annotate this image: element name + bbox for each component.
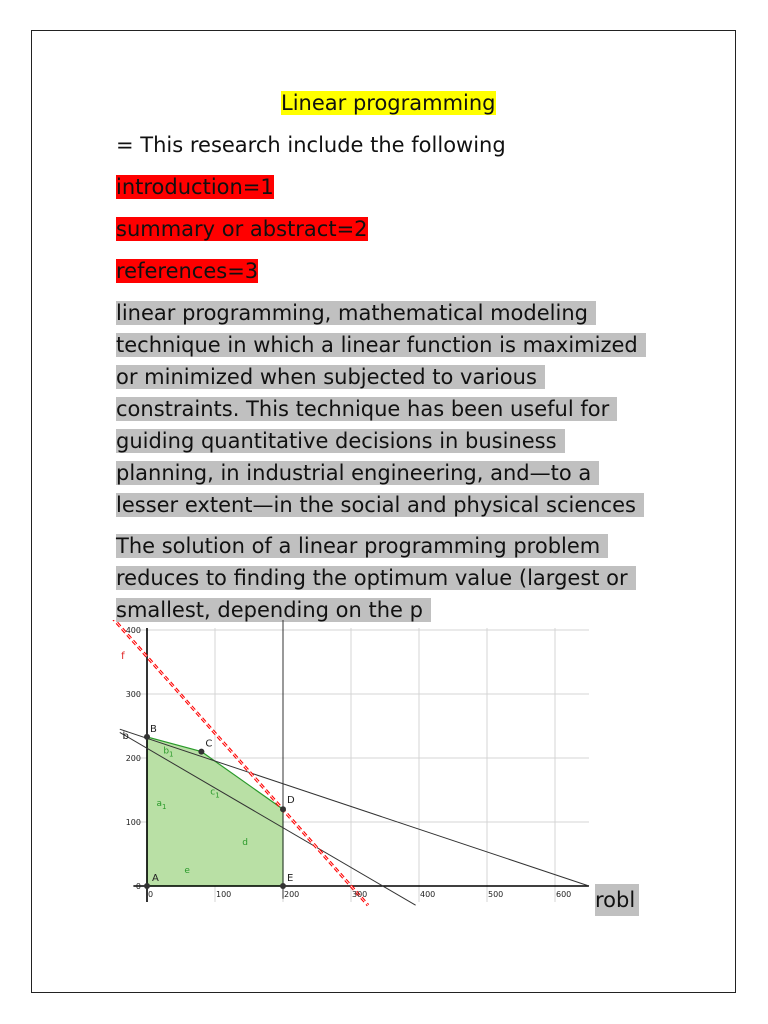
paragraph-line: technique in which a linear function is maximized xyxy=(116,329,646,361)
item-summary: summary or abstract=2 xyxy=(116,217,368,241)
x-tick-label: 500 xyxy=(488,890,504,899)
constraint-label: b xyxy=(122,730,129,742)
paragraph-line: linear programming, mathematical modeling xyxy=(116,297,646,329)
region-label: $b_1$ xyxy=(163,746,174,759)
x-tick-label: 400 xyxy=(420,890,436,899)
y-tick-label: 0 xyxy=(135,882,141,891)
vertex-label: C xyxy=(205,738,213,750)
region-label: d xyxy=(242,838,248,849)
region-label: $a_1$ xyxy=(156,799,167,811)
objective-label: f xyxy=(121,650,125,662)
paragraph-line: guiding quantitative decisions in business xyxy=(116,425,646,457)
paragraph-solution xyxy=(116,530,636,626)
x-tick-label: 600 xyxy=(556,890,572,899)
x-tick-label: 300 xyxy=(352,890,368,899)
vertex-label: E xyxy=(287,873,294,884)
x-tick-label: 100 xyxy=(216,890,232,899)
lp-graph xyxy=(110,620,600,908)
vertex-point xyxy=(144,883,150,889)
paragraph-line: The solution of a linear programming problem xyxy=(116,530,636,562)
x-tick-label: 200 xyxy=(284,890,300,899)
paragraph-line: reduces to finding the optimum value (largest or xyxy=(116,562,636,594)
paragraph-line: smallest, depending on the p xyxy=(116,594,636,626)
y-tick-label: 300 xyxy=(125,690,141,699)
y-tick-label: 100 xyxy=(125,818,141,827)
vertex-point xyxy=(280,883,286,889)
trailing-text: robl xyxy=(595,884,639,916)
y-tick-label: 400 xyxy=(125,626,141,635)
intro-line: = This research include the following xyxy=(116,133,506,157)
paragraph-line: planning, in industrial engineering, and—to a xyxy=(116,457,646,489)
document-title: Linear programming xyxy=(281,91,496,115)
y-tick-label: 200 xyxy=(125,754,141,763)
vertex-label: B xyxy=(150,723,157,735)
vertex-label: A xyxy=(152,873,159,884)
x-tick-label: 0 xyxy=(148,890,154,899)
vertex-point xyxy=(198,749,204,755)
paragraph-line: lesser extent—in the social and physical sciences xyxy=(116,489,646,521)
paragraph-line: or minimized when subjected to various xyxy=(116,361,646,393)
region-label: $c_1$ xyxy=(210,787,220,800)
vertex-label: D xyxy=(287,795,295,807)
item-references: references=3 xyxy=(116,259,259,283)
region-label: e xyxy=(184,866,190,877)
item-introduction: introduction=1 xyxy=(116,175,274,199)
vertex-point xyxy=(280,806,286,812)
paragraph-line: constraints. This technique has been useful for xyxy=(116,393,646,425)
paragraph-definition xyxy=(116,297,646,521)
